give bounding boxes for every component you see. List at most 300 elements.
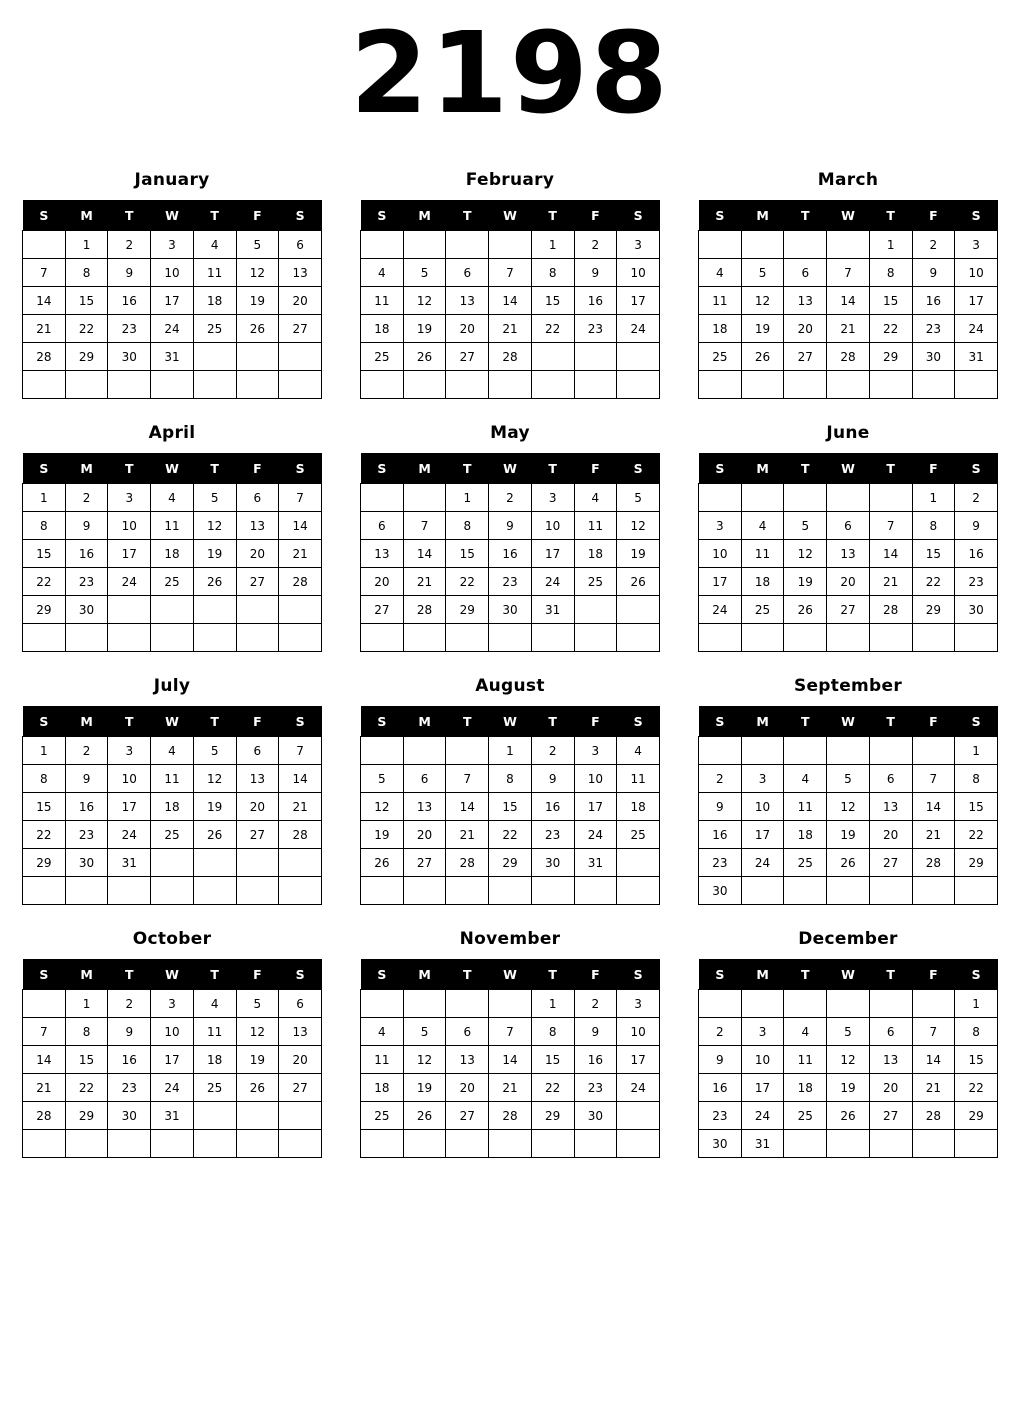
day-cell[interactable]: 5: [784, 512, 827, 540]
day-cell[interactable]: 2: [65, 484, 108, 512]
day-cell[interactable]: 3: [108, 484, 151, 512]
day-cell[interactable]: 19: [236, 287, 279, 315]
day-cell[interactable]: 16: [955, 540, 998, 568]
day-cell[interactable]: 23: [699, 1102, 742, 1130]
day-cell[interactable]: 19: [741, 315, 784, 343]
day-cell[interactable]: 16: [108, 1046, 151, 1074]
day-cell[interactable]: 4: [151, 484, 194, 512]
day-cell[interactable]: 3: [151, 990, 194, 1018]
day-cell[interactable]: 21: [279, 540, 322, 568]
day-cell[interactable]: 11: [699, 287, 742, 315]
day-cell[interactable]: 4: [699, 259, 742, 287]
day-cell[interactable]: 12: [403, 287, 446, 315]
day-cell[interactable]: 20: [446, 1074, 489, 1102]
day-cell[interactable]: 19: [361, 821, 404, 849]
day-cell[interactable]: 26: [741, 343, 784, 371]
day-cell[interactable]: 14: [912, 1046, 955, 1074]
day-cell[interactable]: 8: [65, 1018, 108, 1046]
day-cell[interactable]: 31: [531, 596, 574, 624]
day-cell[interactable]: 25: [193, 1074, 236, 1102]
day-cell[interactable]: 9: [489, 512, 532, 540]
day-cell[interactable]: 15: [489, 793, 532, 821]
day-cell[interactable]: 4: [784, 765, 827, 793]
day-cell[interactable]: 12: [361, 793, 404, 821]
day-cell[interactable]: 6: [869, 765, 912, 793]
day-cell[interactable]: 24: [617, 315, 660, 343]
day-cell[interactable]: 7: [912, 765, 955, 793]
day-cell[interactable]: 22: [955, 821, 998, 849]
day-cell[interactable]: 6: [279, 990, 322, 1018]
day-cell[interactable]: 11: [193, 1018, 236, 1046]
day-cell[interactable]: 14: [827, 287, 870, 315]
day-cell[interactable]: 20: [279, 287, 322, 315]
day-cell[interactable]: 13: [446, 1046, 489, 1074]
day-cell[interactable]: 4: [617, 737, 660, 765]
day-cell[interactable]: 24: [741, 849, 784, 877]
day-cell[interactable]: 6: [827, 512, 870, 540]
day-cell[interactable]: 10: [741, 793, 784, 821]
day-cell[interactable]: 24: [531, 568, 574, 596]
day-cell[interactable]: 10: [617, 1018, 660, 1046]
day-cell[interactable]: 1: [955, 737, 998, 765]
day-cell[interactable]: 2: [912, 231, 955, 259]
day-cell[interactable]: 16: [531, 793, 574, 821]
day-cell[interactable]: 20: [403, 821, 446, 849]
day-cell[interactable]: 5: [361, 765, 404, 793]
day-cell[interactable]: 27: [446, 1102, 489, 1130]
day-cell[interactable]: 31: [574, 849, 617, 877]
day-cell[interactable]: 21: [23, 315, 66, 343]
day-cell[interactable]: 1: [23, 737, 66, 765]
day-cell[interactable]: 26: [361, 849, 404, 877]
day-cell[interactable]: 9: [955, 512, 998, 540]
day-cell[interactable]: 12: [403, 1046, 446, 1074]
day-cell[interactable]: 11: [151, 765, 194, 793]
day-cell[interactable]: 14: [869, 540, 912, 568]
day-cell[interactable]: 23: [489, 568, 532, 596]
day-cell[interactable]: 19: [784, 568, 827, 596]
day-cell[interactable]: 17: [741, 821, 784, 849]
day-cell[interactable]: 24: [741, 1102, 784, 1130]
day-cell[interactable]: 4: [361, 259, 404, 287]
day-cell[interactable]: 17: [699, 568, 742, 596]
day-cell[interactable]: 15: [869, 287, 912, 315]
day-cell[interactable]: 17: [617, 1046, 660, 1074]
day-cell[interactable]: 2: [65, 737, 108, 765]
day-cell[interactable]: 11: [741, 540, 784, 568]
day-cell[interactable]: 5: [193, 737, 236, 765]
day-cell[interactable]: 11: [361, 287, 404, 315]
day-cell[interactable]: 8: [531, 1018, 574, 1046]
day-cell[interactable]: 29: [23, 596, 66, 624]
day-cell[interactable]: 16: [912, 287, 955, 315]
day-cell[interactable]: 28: [489, 343, 532, 371]
day-cell[interactable]: 22: [65, 1074, 108, 1102]
day-cell[interactable]: 15: [23, 540, 66, 568]
day-cell[interactable]: 8: [955, 1018, 998, 1046]
day-cell[interactable]: 15: [23, 793, 66, 821]
day-cell[interactable]: 3: [574, 737, 617, 765]
day-cell[interactable]: 18: [784, 1074, 827, 1102]
day-cell[interactable]: 9: [574, 259, 617, 287]
day-cell[interactable]: 10: [617, 259, 660, 287]
day-cell[interactable]: 18: [741, 568, 784, 596]
day-cell[interactable]: 28: [912, 849, 955, 877]
day-cell[interactable]: 31: [955, 343, 998, 371]
day-cell[interactable]: 20: [236, 540, 279, 568]
day-cell[interactable]: 25: [784, 849, 827, 877]
day-cell[interactable]: 1: [65, 990, 108, 1018]
day-cell[interactable]: 13: [784, 287, 827, 315]
day-cell[interactable]: 5: [236, 990, 279, 1018]
day-cell[interactable]: 23: [574, 315, 617, 343]
day-cell[interactable]: 1: [869, 231, 912, 259]
day-cell[interactable]: 19: [827, 821, 870, 849]
day-cell[interactable]: 9: [108, 259, 151, 287]
day-cell[interactable]: 26: [403, 343, 446, 371]
day-cell[interactable]: 27: [446, 343, 489, 371]
day-cell[interactable]: 8: [23, 512, 66, 540]
day-cell[interactable]: 9: [574, 1018, 617, 1046]
day-cell[interactable]: 3: [741, 765, 784, 793]
day-cell[interactable]: 8: [531, 259, 574, 287]
day-cell[interactable]: 14: [489, 1046, 532, 1074]
day-cell[interactable]: 6: [403, 765, 446, 793]
day-cell[interactable]: 23: [108, 1074, 151, 1102]
day-cell[interactable]: 26: [617, 568, 660, 596]
day-cell[interactable]: 13: [279, 1018, 322, 1046]
day-cell[interactable]: 4: [784, 1018, 827, 1046]
day-cell[interactable]: 12: [236, 1018, 279, 1046]
day-cell[interactable]: 14: [23, 1046, 66, 1074]
day-cell[interactable]: 31: [108, 849, 151, 877]
day-cell[interactable]: 5: [741, 259, 784, 287]
day-cell[interactable]: 1: [489, 737, 532, 765]
day-cell[interactable]: 30: [699, 877, 742, 905]
day-cell[interactable]: 22: [23, 821, 66, 849]
day-cell[interactable]: 18: [193, 1046, 236, 1074]
day-cell[interactable]: 17: [574, 793, 617, 821]
day-cell[interactable]: 19: [617, 540, 660, 568]
day-cell[interactable]: 11: [784, 1046, 827, 1074]
day-cell[interactable]: 27: [827, 596, 870, 624]
day-cell[interactable]: 27: [236, 821, 279, 849]
day-cell[interactable]: 16: [574, 1046, 617, 1074]
day-cell[interactable]: 2: [108, 231, 151, 259]
day-cell[interactable]: 14: [23, 287, 66, 315]
day-cell[interactable]: 14: [279, 765, 322, 793]
day-cell[interactable]: 22: [912, 568, 955, 596]
day-cell[interactable]: 29: [65, 1102, 108, 1130]
day-cell[interactable]: 3: [617, 990, 660, 1018]
day-cell[interactable]: 7: [279, 737, 322, 765]
day-cell[interactable]: 9: [699, 1046, 742, 1074]
day-cell[interactable]: 10: [531, 512, 574, 540]
day-cell[interactable]: 12: [193, 512, 236, 540]
day-cell[interactable]: 23: [531, 821, 574, 849]
day-cell[interactable]: 22: [869, 315, 912, 343]
day-cell[interactable]: 11: [151, 512, 194, 540]
day-cell[interactable]: 18: [151, 793, 194, 821]
day-cell[interactable]: 25: [193, 315, 236, 343]
day-cell[interactable]: 28: [446, 849, 489, 877]
day-cell[interactable]: 29: [489, 849, 532, 877]
day-cell[interactable]: 30: [489, 596, 532, 624]
day-cell[interactable]: 4: [574, 484, 617, 512]
day-cell[interactable]: 29: [955, 1102, 998, 1130]
day-cell[interactable]: 13: [236, 512, 279, 540]
day-cell[interactable]: 26: [403, 1102, 446, 1130]
day-cell[interactable]: 3: [617, 231, 660, 259]
day-cell[interactable]: 22: [446, 568, 489, 596]
day-cell[interactable]: 21: [489, 315, 532, 343]
day-cell[interactable]: 18: [699, 315, 742, 343]
day-cell[interactable]: 27: [869, 1102, 912, 1130]
day-cell[interactable]: 20: [827, 568, 870, 596]
day-cell[interactable]: 21: [403, 568, 446, 596]
day-cell[interactable]: 21: [912, 821, 955, 849]
day-cell[interactable]: 18: [361, 315, 404, 343]
day-cell[interactable]: 9: [65, 765, 108, 793]
day-cell[interactable]: 16: [574, 287, 617, 315]
day-cell[interactable]: 10: [699, 540, 742, 568]
day-cell[interactable]: 11: [193, 259, 236, 287]
day-cell[interactable]: 1: [531, 990, 574, 1018]
day-cell[interactable]: 31: [151, 1102, 194, 1130]
day-cell[interactable]: 28: [827, 343, 870, 371]
day-cell[interactable]: 3: [108, 737, 151, 765]
day-cell[interactable]: 20: [236, 793, 279, 821]
day-cell[interactable]: 10: [108, 765, 151, 793]
day-cell[interactable]: 29: [531, 1102, 574, 1130]
day-cell[interactable]: 3: [699, 512, 742, 540]
day-cell[interactable]: 29: [23, 849, 66, 877]
day-cell[interactable]: 27: [784, 343, 827, 371]
day-cell[interactable]: 1: [531, 231, 574, 259]
day-cell[interactable]: 13: [279, 259, 322, 287]
day-cell[interactable]: 1: [955, 990, 998, 1018]
day-cell[interactable]: 25: [361, 343, 404, 371]
day-cell[interactable]: 19: [403, 315, 446, 343]
day-cell[interactable]: 22: [489, 821, 532, 849]
day-cell[interactable]: 30: [65, 596, 108, 624]
day-cell[interactable]: 17: [108, 540, 151, 568]
day-cell[interactable]: 12: [827, 1046, 870, 1074]
day-cell[interactable]: 13: [403, 793, 446, 821]
day-cell[interactable]: 14: [446, 793, 489, 821]
day-cell[interactable]: 27: [279, 1074, 322, 1102]
day-cell[interactable]: 29: [912, 596, 955, 624]
day-cell[interactable]: 17: [151, 287, 194, 315]
day-cell[interactable]: 5: [617, 484, 660, 512]
day-cell[interactable]: 8: [23, 765, 66, 793]
day-cell[interactable]: 10: [108, 512, 151, 540]
day-cell[interactable]: 4: [741, 512, 784, 540]
day-cell[interactable]: 14: [403, 540, 446, 568]
day-cell[interactable]: 19: [193, 540, 236, 568]
day-cell[interactable]: 1: [446, 484, 489, 512]
day-cell[interactable]: 4: [361, 1018, 404, 1046]
day-cell[interactable]: 1: [912, 484, 955, 512]
day-cell[interactable]: 30: [108, 1102, 151, 1130]
day-cell[interactable]: 31: [151, 343, 194, 371]
day-cell[interactable]: 12: [236, 259, 279, 287]
day-cell[interactable]: 3: [955, 231, 998, 259]
day-cell[interactable]: 29: [446, 596, 489, 624]
day-cell[interactable]: 29: [955, 849, 998, 877]
day-cell[interactable]: 24: [108, 568, 151, 596]
day-cell[interactable]: 27: [279, 315, 322, 343]
day-cell[interactable]: 22: [23, 568, 66, 596]
day-cell[interactable]: 12: [741, 287, 784, 315]
day-cell[interactable]: 21: [489, 1074, 532, 1102]
day-cell[interactable]: 17: [151, 1046, 194, 1074]
day-cell[interactable]: 28: [489, 1102, 532, 1130]
day-cell[interactable]: 25: [151, 821, 194, 849]
day-cell[interactable]: 20: [784, 315, 827, 343]
day-cell[interactable]: 24: [699, 596, 742, 624]
day-cell[interactable]: 2: [108, 990, 151, 1018]
day-cell[interactable]: 7: [827, 259, 870, 287]
day-cell[interactable]: 8: [912, 512, 955, 540]
day-cell[interactable]: 16: [65, 540, 108, 568]
day-cell[interactable]: 10: [741, 1046, 784, 1074]
day-cell[interactable]: 5: [827, 765, 870, 793]
day-cell[interactable]: 30: [699, 1130, 742, 1158]
day-cell[interactable]: 7: [446, 765, 489, 793]
day-cell[interactable]: 7: [403, 512, 446, 540]
day-cell[interactable]: 15: [446, 540, 489, 568]
day-cell[interactable]: 4: [193, 990, 236, 1018]
day-cell[interactable]: 21: [869, 568, 912, 596]
day-cell[interactable]: 23: [65, 821, 108, 849]
day-cell[interactable]: 8: [869, 259, 912, 287]
day-cell[interactable]: 24: [955, 315, 998, 343]
day-cell[interactable]: 21: [279, 793, 322, 821]
day-cell[interactable]: 2: [574, 231, 617, 259]
day-cell[interactable]: 17: [955, 287, 998, 315]
day-cell[interactable]: 2: [574, 990, 617, 1018]
day-cell[interactable]: 7: [23, 259, 66, 287]
day-cell[interactable]: 10: [151, 259, 194, 287]
day-cell[interactable]: 25: [617, 821, 660, 849]
day-cell[interactable]: 27: [403, 849, 446, 877]
day-cell[interactable]: 8: [489, 765, 532, 793]
day-cell[interactable]: 23: [574, 1074, 617, 1102]
day-cell[interactable]: 24: [151, 1074, 194, 1102]
day-cell[interactable]: 7: [279, 484, 322, 512]
day-cell[interactable]: 22: [65, 315, 108, 343]
day-cell[interactable]: 15: [955, 793, 998, 821]
day-cell[interactable]: 13: [236, 765, 279, 793]
day-cell[interactable]: 11: [574, 512, 617, 540]
day-cell[interactable]: 12: [193, 765, 236, 793]
day-cell[interactable]: 30: [65, 849, 108, 877]
day-cell[interactable]: 21: [912, 1074, 955, 1102]
day-cell[interactable]: 23: [699, 849, 742, 877]
day-cell[interactable]: 14: [279, 512, 322, 540]
day-cell[interactable]: 26: [236, 1074, 279, 1102]
day-cell[interactable]: 26: [236, 315, 279, 343]
day-cell[interactable]: 29: [65, 343, 108, 371]
day-cell[interactable]: 1: [23, 484, 66, 512]
day-cell[interactable]: 15: [65, 287, 108, 315]
day-cell[interactable]: 5: [193, 484, 236, 512]
day-cell[interactable]: 18: [617, 793, 660, 821]
day-cell[interactable]: 7: [869, 512, 912, 540]
day-cell[interactable]: 1: [65, 231, 108, 259]
day-cell[interactable]: 27: [236, 568, 279, 596]
day-cell[interactable]: 6: [446, 1018, 489, 1046]
day-cell[interactable]: 25: [361, 1102, 404, 1130]
day-cell[interactable]: 4: [193, 231, 236, 259]
day-cell[interactable]: 9: [531, 765, 574, 793]
day-cell[interactable]: 18: [193, 287, 236, 315]
day-cell[interactable]: 11: [617, 765, 660, 793]
day-cell[interactable]: 23: [912, 315, 955, 343]
day-cell[interactable]: 22: [955, 1074, 998, 1102]
day-cell[interactable]: 15: [65, 1046, 108, 1074]
day-cell[interactable]: 16: [65, 793, 108, 821]
day-cell[interactable]: 13: [361, 540, 404, 568]
day-cell[interactable]: 7: [23, 1018, 66, 1046]
day-cell[interactable]: 25: [151, 568, 194, 596]
day-cell[interactable]: 30: [531, 849, 574, 877]
day-cell[interactable]: 21: [23, 1074, 66, 1102]
day-cell[interactable]: 22: [531, 1074, 574, 1102]
day-cell[interactable]: 17: [617, 287, 660, 315]
day-cell[interactable]: 18: [784, 821, 827, 849]
day-cell[interactable]: 5: [236, 231, 279, 259]
day-cell[interactable]: 3: [151, 231, 194, 259]
day-cell[interactable]: 24: [151, 315, 194, 343]
day-cell[interactable]: 27: [361, 596, 404, 624]
day-cell[interactable]: 19: [827, 1074, 870, 1102]
day-cell[interactable]: 28: [912, 1102, 955, 1130]
day-cell[interactable]: 30: [912, 343, 955, 371]
day-cell[interactable]: 9: [912, 259, 955, 287]
day-cell[interactable]: 31: [741, 1130, 784, 1158]
day-cell[interactable]: 20: [279, 1046, 322, 1074]
day-cell[interactable]: 3: [741, 1018, 784, 1046]
day-cell[interactable]: 12: [827, 793, 870, 821]
day-cell[interactable]: 15: [912, 540, 955, 568]
day-cell[interactable]: 28: [279, 821, 322, 849]
day-cell[interactable]: 8: [446, 512, 489, 540]
day-cell[interactable]: 8: [955, 765, 998, 793]
day-cell[interactable]: 20: [869, 1074, 912, 1102]
day-cell[interactable]: 2: [699, 1018, 742, 1046]
day-cell[interactable]: 26: [193, 821, 236, 849]
day-cell[interactable]: 15: [531, 1046, 574, 1074]
day-cell[interactable]: 13: [869, 1046, 912, 1074]
day-cell[interactable]: 20: [361, 568, 404, 596]
day-cell[interactable]: 18: [361, 1074, 404, 1102]
day-cell[interactable]: 6: [869, 1018, 912, 1046]
day-cell[interactable]: 17: [531, 540, 574, 568]
day-cell[interactable]: 16: [108, 287, 151, 315]
day-cell[interactable]: 9: [108, 1018, 151, 1046]
day-cell[interactable]: 22: [531, 315, 574, 343]
day-cell[interactable]: 13: [827, 540, 870, 568]
day-cell[interactable]: 30: [955, 596, 998, 624]
day-cell[interactable]: 7: [489, 259, 532, 287]
day-cell[interactable]: 10: [151, 1018, 194, 1046]
day-cell[interactable]: 25: [784, 1102, 827, 1130]
day-cell[interactable]: 6: [784, 259, 827, 287]
day-cell[interactable]: 18: [151, 540, 194, 568]
day-cell[interactable]: 6: [446, 259, 489, 287]
